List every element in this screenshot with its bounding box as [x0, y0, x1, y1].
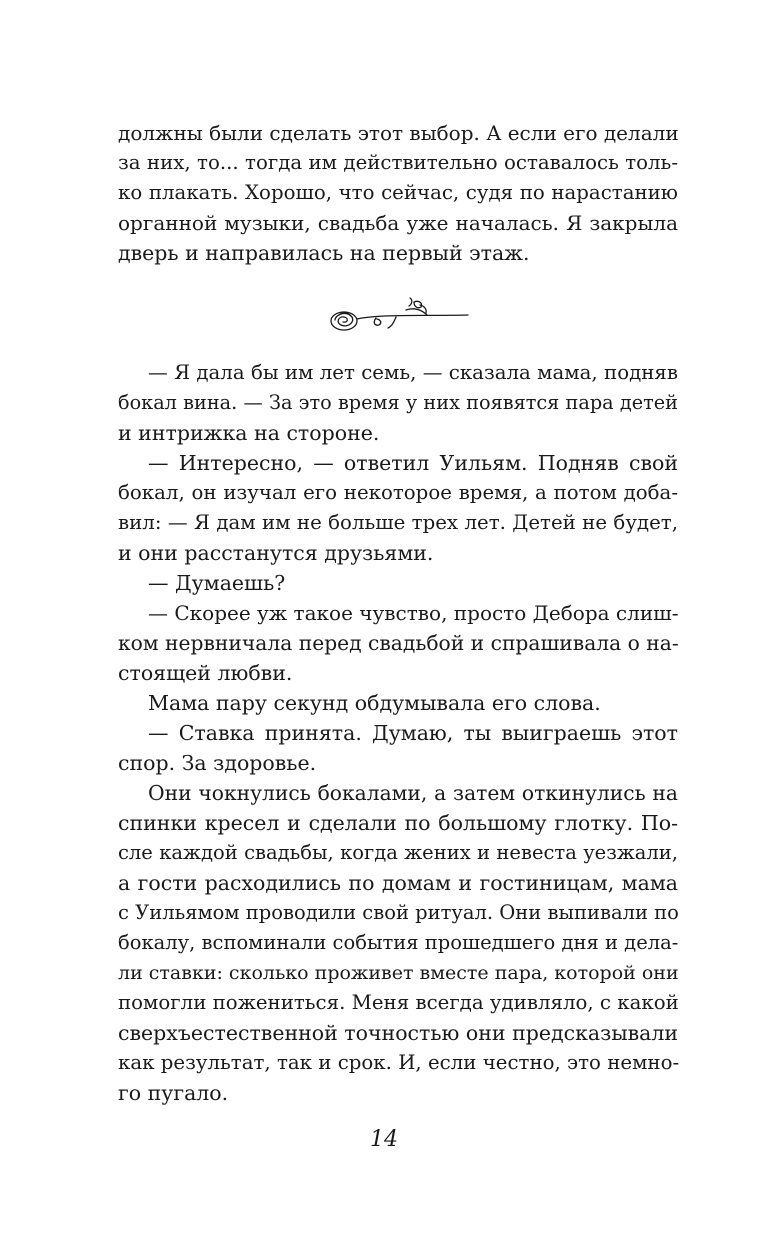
text-line: должны были сделать этот выбор. А если его делали	[118, 121, 679, 145]
text-line: бокал, он изучал его некоторое время, а потом доба-	[118, 481, 678, 504]
text-line: с Уильямом проводили свой ритуал. Они выпивали по	[118, 901, 679, 924]
text-line: и они расстанутся друзьями.	[118, 541, 434, 565]
text-line: сверхъестественной точностью они предсказывали	[118, 1021, 679, 1045]
text-line: Они чокнулись бокалами, а затем откинулись на	[148, 781, 678, 805]
text-line: ко плакать. Хорошо, что сейчас, судя по нарастанию	[118, 181, 678, 204]
text-line: — Ставка принята. Думаю, ты выиграешь этот	[148, 721, 678, 745]
rose-ornament-icon	[326, 288, 474, 336]
text-line: — Я дала бы им лет семь, — сказала мама, подняв	[148, 361, 678, 384]
text-line: дверь и направилась на первый этаж.	[118, 241, 530, 265]
text-line: спор. За здоровье.	[118, 751, 317, 775]
text-line: ли ставки: сколько проживет вместе пара, которой они	[118, 962, 679, 984]
text-line: — Скорее уж такое чувство, просто Дебора слиш-	[148, 601, 679, 625]
text-line: вил: — Я дам им не больше трех лет. Детей не будет,	[118, 511, 678, 534]
text-line: и интрижка на стороне.	[118, 421, 380, 445]
text-line: помогли пожениться. Меня всегда удивляло, с какой	[118, 991, 679, 1014]
text-line: бокалу, вспоминали события прошедшего дня и дела-	[118, 931, 679, 954]
text-line: — Интересно, — ответил Уильям. Подняв свой	[148, 451, 678, 475]
text-line: сле каждой свадьбы, когда жених и невеста уезжали,	[118, 841, 678, 864]
text-line: стоящей любви.	[118, 661, 293, 685]
text-line: ком нервничала перед свадьбой и спрашивала о на-	[118, 631, 679, 655]
text-line: за них, то... тогда им действительно оставалось толь-	[118, 151, 678, 174]
text-line: — Думаешь?	[148, 571, 286, 595]
text-line: органной музыки, свадьба уже началась. Я закрыла	[118, 211, 678, 235]
text-line: бокал вина. — За это время у них появятся пара детей	[118, 391, 678, 414]
text-line: а гости расходились по домам и гостиницам, мама	[118, 871, 678, 895]
text-line: Мама пару секунд обдумывала его слова.	[148, 691, 601, 715]
text-line: как результат, так и срок. И, если честно, это немно-	[118, 1051, 680, 1074]
text-line: спинки кресел и сделали по большому глотку. По-	[118, 811, 678, 835]
page-number: 14	[370, 1127, 398, 1152]
text-line: го пугало.	[118, 1081, 229, 1105]
